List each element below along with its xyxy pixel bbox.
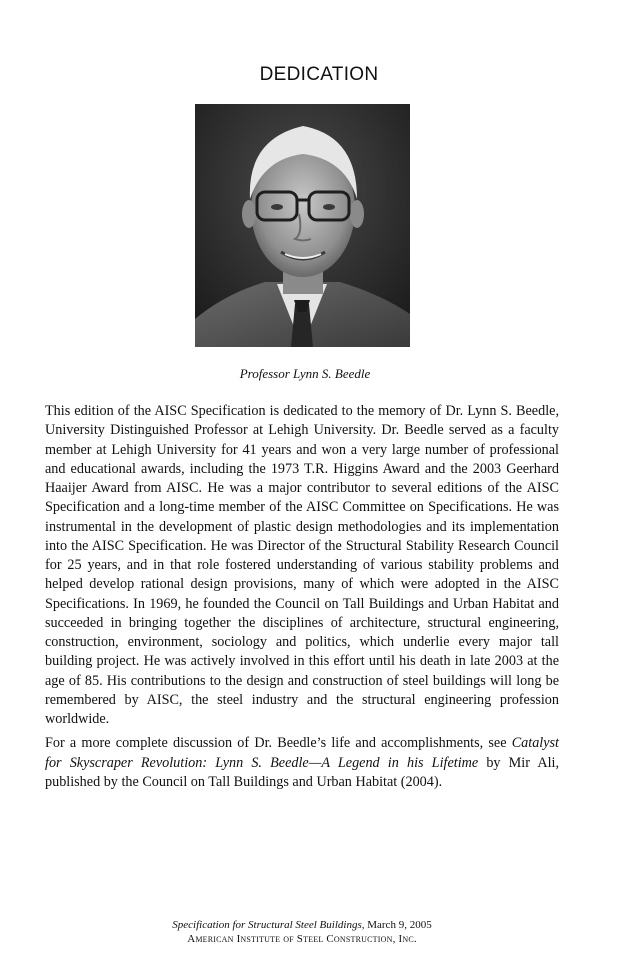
footer-publisher: American Institute of Steel Construction, Inc. xyxy=(187,933,417,945)
reference-paragraph xyxy=(45,734,559,792)
footer-spec-title: Specification for Structural Steel Buildings, xyxy=(172,919,365,931)
footer-date: March 9, 2005 xyxy=(364,919,432,931)
portrait-image xyxy=(195,104,410,347)
page-title: DEDICATION xyxy=(259,64,379,85)
portrait-photo xyxy=(195,104,410,347)
reference-tail: by Mir Ali, published by the Council on Tall Buildings and Urban Habitat (2004). xyxy=(45,754,559,790)
page-footer xyxy=(0,918,604,946)
book-title: Catalyst for Skyscraper Revolution: Lynn S. Beedle—A Legend in his Lifetime xyxy=(45,735,559,771)
photo-caption: Professor Lynn S. Beedle xyxy=(239,366,371,381)
reference-intro: For a more complete discussion of Dr. Beedle’s life and accomplishments, see xyxy=(45,735,512,752)
dedication-body xyxy=(45,402,559,797)
dedication-paragraph: This edition of the AISC Specification is dedicated to the memory of Dr. Lynn S. Beedle, University Distinguished Professor at Lehigh University. Dr. Beedle served as a faculty member at Lehigh University for 41 years and won a very large number of professional and educational awards, including the 1973 T.R. Higgins Award and the 2003 Geerhard Haaijer Award from AISC. He was a major contributor to several editions of the AISC Specification and a long-time member of the AISC Committee on Specifications. He was instrumental in the development of plastic design methodologies and its implementation into the AISC Specification. He was Director of the Structural Stability Research Council for 25 years, and in that role fostered understanding of various stability problems and helped develop rational design provisions, many of which were adopted in the AISC Specifications. In 1969, he founded the Council on Tall Buildings and Urban Habitat and succeeded in bringing together the disciplines of architecture, structural engineering, construction, environment, sociology and politics, which underlie every major tall building project. He was actively involved in this effort until his death in late 2003 at the age of 85. His contributions to the design and construction of steel buildings will long be remembered by AISC, the steel industry and the structural engineering profession worldwide. xyxy=(45,403,559,727)
footer-line-1 xyxy=(0,918,604,932)
